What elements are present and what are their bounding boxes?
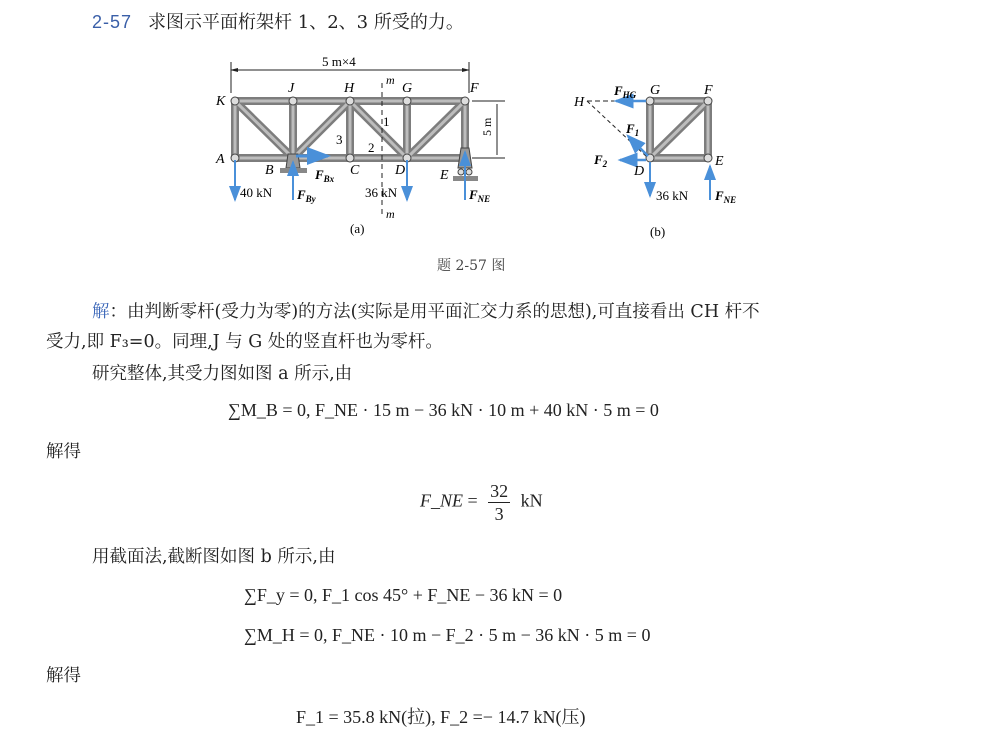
svg-text:FNE: $F_{NE}$	[469, 187, 491, 204]
svg-text:D: D	[395, 163, 406, 178]
solution-line-1: 解：由判断零杆(受力为零)的方法(实际是用平面汇交力系的思想),可直接看出 CH 杆不	[92, 302, 760, 322]
problem-statement: 求图示平面桁架杆 1、2、3 所受的力。	[148, 12, 464, 33]
equation-moment-h: ∑M_H = 0, F_NE · 10 m − F_2 · 5 m − 36 kN · 5 m = 0	[244, 625, 651, 645]
svg-text:G: G	[402, 81, 413, 96]
solution-line-2: 受力,即 F₃=0。同理,J 与 G 处的竖直杆也为零杆。	[46, 332, 443, 352]
equation-moment-b: ∑M_B = 0, F_NE · 15 m − 36 kN · 10 m + 40 kN · 5 m = 0	[228, 400, 659, 420]
problem-number: 2-57	[92, 12, 133, 32]
svg-text:5 m: 5 m	[480, 117, 494, 136]
svg-text:F: F	[470, 81, 479, 96]
solve-label-1: 解得	[46, 442, 81, 462]
svg-text:FBx: $F_{Bx}$	[315, 167, 335, 184]
svg-text:m: m	[386, 207, 395, 221]
truss-figure-a	[210, 48, 510, 243]
svg-text:E: E	[440, 168, 449, 183]
svg-text:K: K	[216, 94, 226, 109]
svg-text:FNE: $F_{NE}$	[715, 188, 737, 205]
svg-text:H: H	[344, 81, 355, 96]
svg-text:F2: $F_2$	[594, 152, 608, 169]
solve-label-2: 解得	[46, 666, 81, 686]
svg-text:2: 2	[368, 140, 375, 155]
svg-text:B: B	[265, 163, 274, 178]
svg-text:C: C	[350, 163, 360, 178]
svg-text:(a): (a)	[350, 221, 365, 236]
solution-label: 解	[92, 302, 110, 322]
svg-text:3: 3	[336, 132, 343, 147]
equation-force-y: ∑F_y = 0, F_1 cos 45° + F_NE − 36 kN = 0	[244, 585, 563, 605]
svg-text:FBy: $F_{By}$	[297, 187, 316, 204]
svg-text:36 kN: 36 kN	[365, 185, 398, 200]
svg-text:36 kN: 36 kN	[656, 188, 689, 203]
svg-text:F1: $F_1$	[626, 121, 640, 138]
problem-title	[92, 8, 464, 34]
result-fne: F_NE = $\frac{32}{3}$ kN	[420, 481, 543, 524]
svg-text:1: 1	[383, 114, 390, 129]
svg-text:5 m×4: 5 m×4	[322, 54, 356, 69]
svg-text:(b): (b)	[650, 224, 666, 239]
svg-text:A: A	[216, 152, 225, 167]
figure-caption: 题 2-57 图	[437, 258, 506, 274]
result-f1-f2: F_1 = 35.8 kN(拉), F_2 =− 14.7 kN(压)	[296, 707, 586, 727]
svg-text:D: D	[634, 164, 645, 179]
svg-text:E: E	[715, 154, 724, 169]
truss-figure-b	[570, 78, 760, 243]
svg-text:m: m	[386, 73, 395, 87]
svg-text:40 kN: 40 kN	[240, 185, 273, 200]
solution-para-2: 研究整体,其受力图如图 a 所示,由	[92, 364, 353, 384]
svg-text:FHG: $F_{HG}$	[614, 83, 637, 100]
svg-text:H: H	[574, 95, 585, 110]
svg-text:G: G	[650, 83, 661, 98]
svg-text:F: F	[704, 83, 713, 98]
svg-text:J: J	[288, 81, 295, 96]
solution-para-3: 用截面法,截断图如图 b 所示,由	[92, 547, 336, 567]
